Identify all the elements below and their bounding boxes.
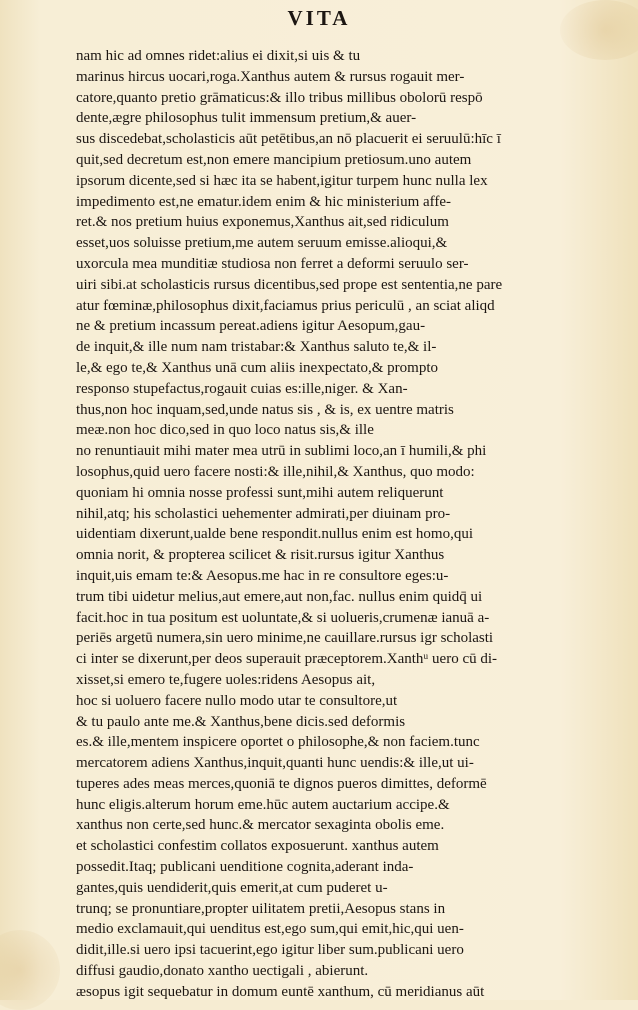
text-line: esset,uos soluisse pretium,me autem seruum emisse.alioqui,&: [76, 235, 448, 252]
text-line: xisset,si emero te,fugere uoles:ridens Aesopus ait,: [76, 671, 376, 688]
text-line: de inquit,& ille num nam tristabar:& Xanthus saluto te,& il-: [76, 339, 437, 356]
text-line: meæ.non hoc dico,sed in quo loco natus sis,& ille: [76, 422, 374, 439]
text-line: nam hic ad omnes ridet:alius ei dixit,si uis & tu: [76, 48, 361, 64]
text-line: thus,non hoc inquam,sed,unde natus sis , & is, ex uentre matris: [76, 401, 454, 418]
text-line: sus discedebat,scholasticis aūt petētibus,an nō placuerit ei seruulū:hīc ī: [76, 131, 501, 148]
text-line: gantes,quis uendiderit,quis emerit,at cum puderet u-: [76, 879, 388, 896]
text-line: uxorcula mea munditiæ studiosa non ferret a deformi seruulo ser-: [76, 255, 469, 272]
text-line: hunc eligis.alterum horum eme.hūc autem auctarium accipe.&: [76, 796, 450, 813]
text-line: hoc si uoluero facere nullo modo utar te consultore,ut: [76, 692, 398, 709]
text-line: didit,ille.si uero ipsi tacuerint,ego igitur liber sum.publicani uero: [76, 942, 464, 959]
text-line: uiri sibi.at scholasticis rursus dicentibus,sed prope est sententia,ne pare: [76, 276, 503, 293]
text-line: & tu paulo ante me.& Xanthus,bene dicis.sed deformis: [76, 713, 406, 730]
text-line: nihil,atq; his scholastici uehementer admirati,per diuinam pro-: [76, 505, 451, 522]
text-line: æsopus igit sequebatur in domum euntē xanthum, cū meridianus aūt: [76, 983, 485, 1000]
text-line: atur fœminæ,philosophus dixit,faciamus prius periculū , an sciat aliqd: [76, 297, 495, 314]
text-line: dente,ægre philosophus tulit immensum pretium,& auer-: [76, 110, 417, 127]
text-column: [76, 46, 568, 1003]
text-line: ci inter se dixerunt,per deos superauit præceptorem.Xanthᵘ uero cū di-: [76, 651, 498, 668]
text-line: et scholastici confestim collatos exposuerunt. xanthus autem: [76, 838, 439, 855]
text-line: uidentiam dixerunt,ualde bene respondit.nullus enim est homo,qui: [76, 526, 474, 543]
text-line: quoniam hi omnia nosse professi sunt,mihi autem reliquerunt: [76, 484, 444, 501]
text-line: facit.hoc in tua positum est uoluntate,& si uolueris,crumenæ ianuā a-: [76, 609, 490, 626]
text-line: catore,quanto pretio grāmaticus:& illo tribus millibus obolorū respō: [76, 89, 483, 106]
text-line: periēs argetū numera,sin uero minime,ne cauillare.rursus igr scholasti: [76, 630, 494, 647]
text-line: es.& ille,mentem inspicere oportet o philosophe,& non faciem.tunc: [76, 734, 480, 751]
text-line: losophus,quid uero facere nosti:& ille,nihil,& Xanthus, quo modo:: [76, 463, 475, 480]
text-line: marinus hircus uocari,roga.Xanthus autem & rursus rogauit mer-: [76, 68, 465, 85]
text-line: le,& ego te,& Xanthus unā cum aliis inexpectato,& prompto: [76, 359, 438, 376]
running-title: VITA: [287, 6, 351, 30]
text-line: diffusi gaudio,donato xantho uectigali , abierunt.: [76, 963, 369, 980]
text-line: responso stupefactus,rogauit cuias es:ille,niger. & Xan-: [76, 380, 408, 397]
text-line: no renuntiauit mihi mater mea utrū in sublimi loco,an ī humili,& phi: [76, 443, 487, 460]
text-line: trum tibi uidetur melius,aut emere,aut non,fac. nullus enim quidq̄ ui: [76, 588, 483, 605]
text-line: quit,sed decretum est,non emere mancipium pretiosum.uno autem: [76, 151, 472, 168]
text-line: omnia norit, & propterea scilicet & risit.rursus igitur Xanthus: [76, 547, 445, 564]
age-stain: [0, 930, 60, 1010]
text-line: medio exclamauit,qui uenditus est,ego sum,qui emit,hic,qui uen-: [76, 921, 464, 938]
text-line: impedimento est,ne ematur.idem enim & hic ministerium affe-: [76, 193, 452, 210]
text-line: ret.& nos pretium huius exponemus,Xanthus ait,sed ridiculum: [76, 214, 449, 231]
text-line: xanthus non certe,sed hunc.& mercator sexaginta obolis eme.: [76, 817, 445, 834]
text-line: mercatorem adiens Xanthus,inquit,quanti hunc uendis:& ille,ut ui-: [76, 755, 474, 772]
text-line: tuperes ades meas merces,quoniā te dignos pueros dimittes, deformē: [76, 775, 487, 792]
text-line: inquit,uis emam te:& Aesopus.me hac in re consultore eges:u-: [76, 567, 449, 584]
text-line: ipsorum dicente,sed si hæc ita se habent,igitur turpem hunc nulla lex: [76, 172, 488, 189]
text-line: possedit.Itaq; publicani uenditione cognita,aderant inda-: [76, 859, 414, 876]
text-line: trunq; se pronuntiare,propter uilitatem pretii,Aesopus stans in: [76, 900, 446, 917]
text-line: ne & pretium incassum pereat.adiens igitur Aesopum,gau-: [76, 318, 426, 335]
